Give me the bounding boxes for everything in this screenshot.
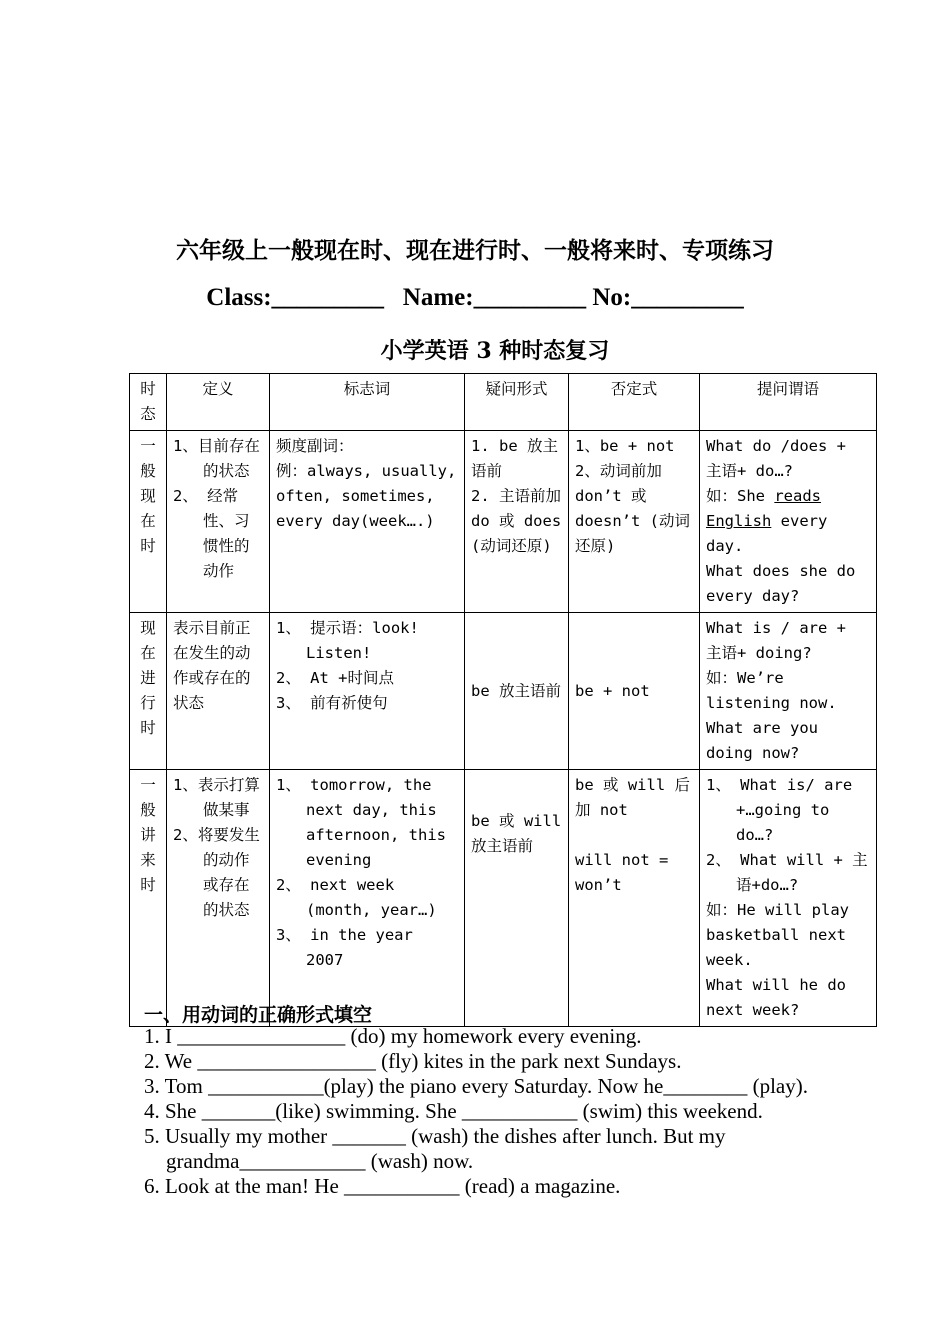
signal-item: 2、 At +时间点 (276, 669, 394, 687)
exercise-item: 4. She _______(like) swimming. She ___________ (swim) this weekend. (144, 1099, 763, 1123)
negative-item: 1、be + not (575, 437, 675, 455)
asking-item: What do /does + 主语+ do…? (706, 437, 846, 480)
asking-item: 1、 What is/ are +…going to do…? (706, 776, 853, 844)
signal-words-cell (270, 431, 465, 613)
section-heading: 一、用动词的正确形式填空 (144, 1004, 373, 1026)
negative-item: be + not (575, 681, 650, 700)
asking-example: 如：We’re listening now. (706, 669, 837, 712)
header-tense: 时态 (130, 374, 167, 431)
asking-predicate-cell (700, 770, 877, 1027)
asking-predicate-cell (700, 431, 877, 613)
asking-example (706, 484, 870, 559)
question-item: 1. be 放主语前 (471, 437, 558, 480)
negative-form-cell (569, 613, 700, 770)
asking-item: What will he do next week? (706, 976, 846, 1019)
definition-cell (167, 431, 270, 613)
signal-words-cell (270, 770, 465, 1027)
exercise-item: 6. Look at the man! He ___________ (read) a magazine. (144, 1174, 621, 1198)
exercise-list (144, 1024, 884, 1199)
table-header-row (130, 374, 877, 431)
negative-item: be 或 will 后加 not (575, 776, 690, 819)
exercise-item: 3. Tom ___________(play) the piano every Saturday. Now he________ (play). (144, 1074, 808, 1098)
table-row-present-continuous (130, 613, 877, 770)
asking-example: 如：He will play basketball next week. (706, 901, 849, 969)
signal-words-cell (270, 613, 465, 770)
question-form-cell (465, 613, 569, 770)
header-signal-words: 标志词 (270, 374, 465, 431)
definition-item: 2、 经常性、习惯性的动作 (173, 487, 250, 580)
asking-item: What are you doing now? (706, 719, 818, 762)
example-prefix: 如：She (706, 487, 775, 505)
negative-form-cell (569, 431, 700, 613)
question-item: be 放主语前 (471, 681, 561, 700)
question-form-cell (465, 431, 569, 613)
example-suffix: every day. (706, 512, 828, 555)
question-item: be 或 will 放主语前 (471, 812, 562, 855)
question-item: 2. 主语前加 do 或 does (动词还原) (471, 487, 562, 555)
asking-item: What does she do every day? (706, 562, 856, 605)
signal-item: 频度副词： (276, 437, 354, 455)
negative-item: 2、动词前加 don’t 或 doesn’t (动词还原) (575, 462, 690, 555)
signal-item: 2、 next week (month, year…) (276, 876, 437, 919)
definition-item: 1、目前存在的状态 (173, 437, 260, 480)
asking-item: 2、 What will + 主语+do…? (706, 851, 868, 894)
tense-label: 一般现在时 (130, 431, 167, 613)
header-definition: 定义 (167, 374, 270, 431)
definition-item: 2、将要发生的动作或存在的状态 (173, 826, 260, 919)
exercise-item: 1. I ________________ (do) my homework every evening. (144, 1024, 642, 1048)
tense-label: 现在进行时 (130, 613, 167, 770)
signal-item: 3、 前有祈使句 (276, 694, 388, 712)
definition-cell (167, 613, 270, 770)
asking-predicate-cell (700, 613, 877, 770)
definition-item: 表示目前正在发生的动作或存在的状态 (173, 619, 251, 712)
signal-item: 3、 in the year 2007 (276, 926, 413, 969)
header-question-form: 疑问形式 (465, 374, 569, 431)
exercise-item: 2. We _________________ (fly) kites in the park next Sundays. (144, 1049, 682, 1073)
negative-item: will not = won’t (575, 851, 669, 894)
document-title: 六年级上一般现在时、现在进行时、一般将来时、专项练习 (176, 237, 774, 264)
definition-cell (167, 770, 270, 1027)
signal-item: 例：always, usually, often, sometimes, every day(week….) (276, 462, 457, 530)
definition-item: 1、表示打算做某事 (173, 776, 260, 819)
header-negative-form: 否定式 (569, 374, 700, 431)
asking-item: What is / are + 主语+ doing? (706, 619, 846, 662)
signal-item: 1、 tomorrow, the next day, this afternoon, this evening (276, 776, 446, 869)
header-asking-predicate: 提问谓语 (700, 374, 877, 431)
tense-label: 一般讲来时 (130, 770, 167, 1027)
example-underlined-verb: reads English (706, 487, 821, 530)
question-form-cell (465, 770, 569, 1027)
class-name-number-line: Class:_________ Name:_________ No:_________ (206, 284, 744, 311)
tense-summary-table (129, 373, 877, 1027)
table-row-simple-present (130, 431, 877, 613)
table-heading: 小学英语 3 种时态复习 (380, 338, 610, 364)
exercise-item: 5. Usually my mother _______ (wash) the dishes after lunch. But my grandma____________ (wash) now. (144, 1124, 726, 1173)
table-row-simple-future (130, 770, 877, 1027)
signal-item: 1、 提示语：look! Listen! (276, 619, 419, 662)
negative-form-cell (569, 770, 700, 1027)
